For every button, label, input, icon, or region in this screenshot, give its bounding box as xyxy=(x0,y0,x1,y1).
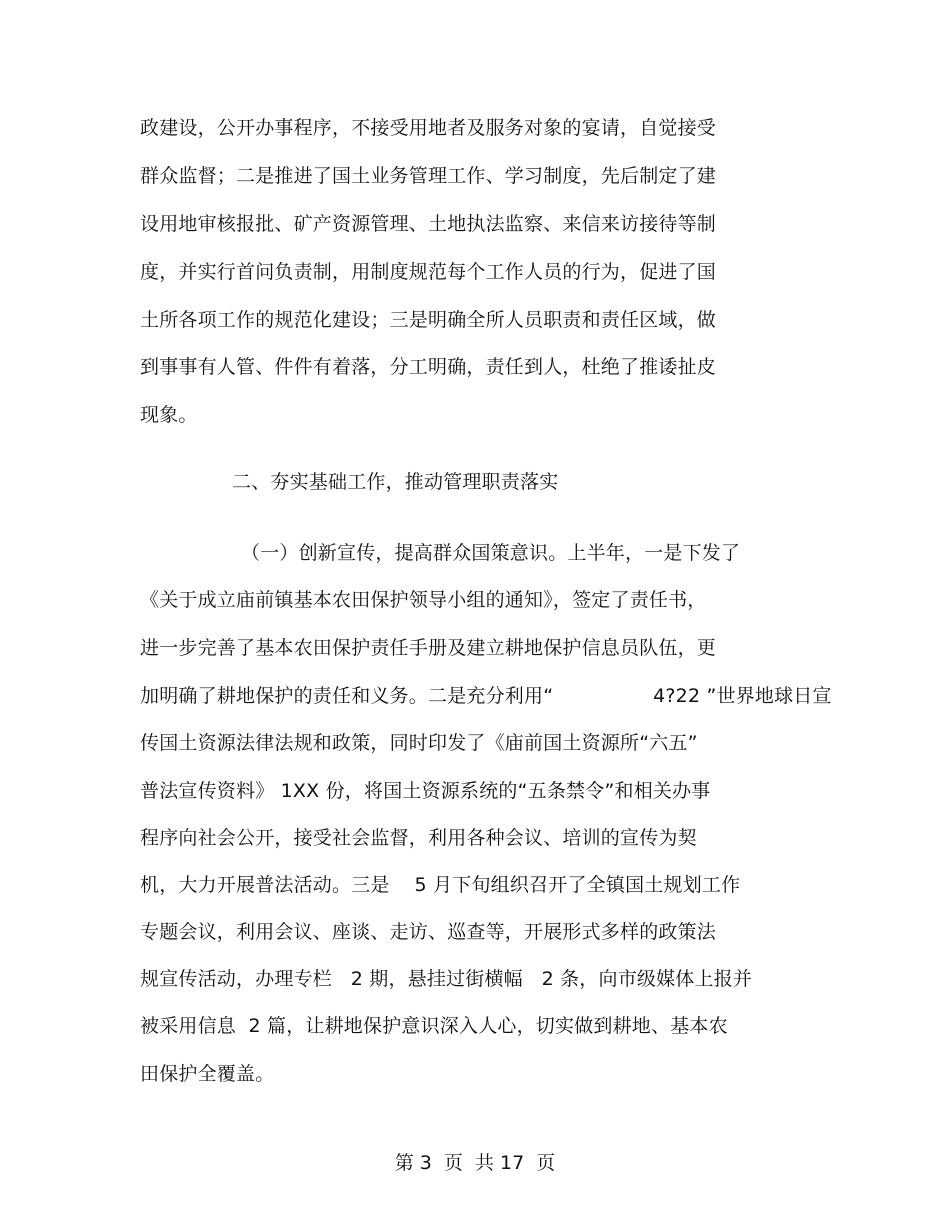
body-line-8: （一）创新宣传，提高群众国策意识。上半年，一是下发了 xyxy=(241,542,741,564)
body-line-9: 《关于成立庙前镇基本农田保护领导小组的通知》，签定了责任书， xyxy=(140,589,707,611)
body-line-19: 田保护全覆盖。 xyxy=(140,1063,275,1085)
body-line-17: 规宣传活动，办理专栏 2 期，悬挂过街横幅 2 条，向市级媒体上报并 xyxy=(140,968,753,990)
body-line-13: 普法宣传资料》 1XX 份，将国土资源系统的“五条禁令”和相关办事 xyxy=(140,780,711,802)
section-heading: 二、夯实基础工作，推动管理职责落实 xyxy=(232,471,559,493)
body-line-6: 到事事有人管、件件有着落，分工明确，责任到人，杜绝了推诿扯皮 xyxy=(140,356,717,378)
body-line-5: 土所各项工作的规范化建设；三是明确全所人员职责和责任区域，做 xyxy=(140,309,717,331)
body-line-3: 设用地审核报批、矿产资源管理、土地执法监察、来信来访接待等制 xyxy=(140,213,717,235)
body-line-15: 机，大力开展普法活动。三是 5 月下旬组织召开了全镇国土规划工作 xyxy=(140,874,741,896)
body-line-18: 被采用信息 2 篇，让耕地保护意识深入人心，切实做到耕地、基本农 xyxy=(140,1015,728,1037)
body-line-11: 加明确了耕地保护的责任和义务。二是充分利用“ 4?22 ”世界地球日宣 xyxy=(140,685,832,707)
body-line-4: 度，并实行首问负责制，用制度规范每个工作人员的行为，促进了国 xyxy=(140,261,717,283)
body-line-12: 传国土资源法律法规和政策，同时印发了《庙前国土资源所“六五” xyxy=(140,732,698,754)
body-line-16: 专题会议，利用会议、座谈、走访、巡查等，开展形式多样的政策法 xyxy=(140,921,717,943)
body-line-14: 程序向社会公开，接受社会监督，利用各种会议、培训的宣传为契 xyxy=(140,827,697,849)
body-line-2: 群众监督；二是推进了国土业务管理工作、学习制度，先后制定了建 xyxy=(140,165,717,187)
body-line-7: 现象。 xyxy=(140,404,198,426)
body-line-1: 政建设，公开办事程序，不接受用地者及服务对象的宴请，自觉接受 xyxy=(140,117,717,139)
body-line-10: 进一步完善了基本农田保护责任手册及建立耕地保护信息员队伍，更 xyxy=(140,637,717,659)
page-number-footer: 第 3 页 共 17 页 xyxy=(394,1152,556,1174)
